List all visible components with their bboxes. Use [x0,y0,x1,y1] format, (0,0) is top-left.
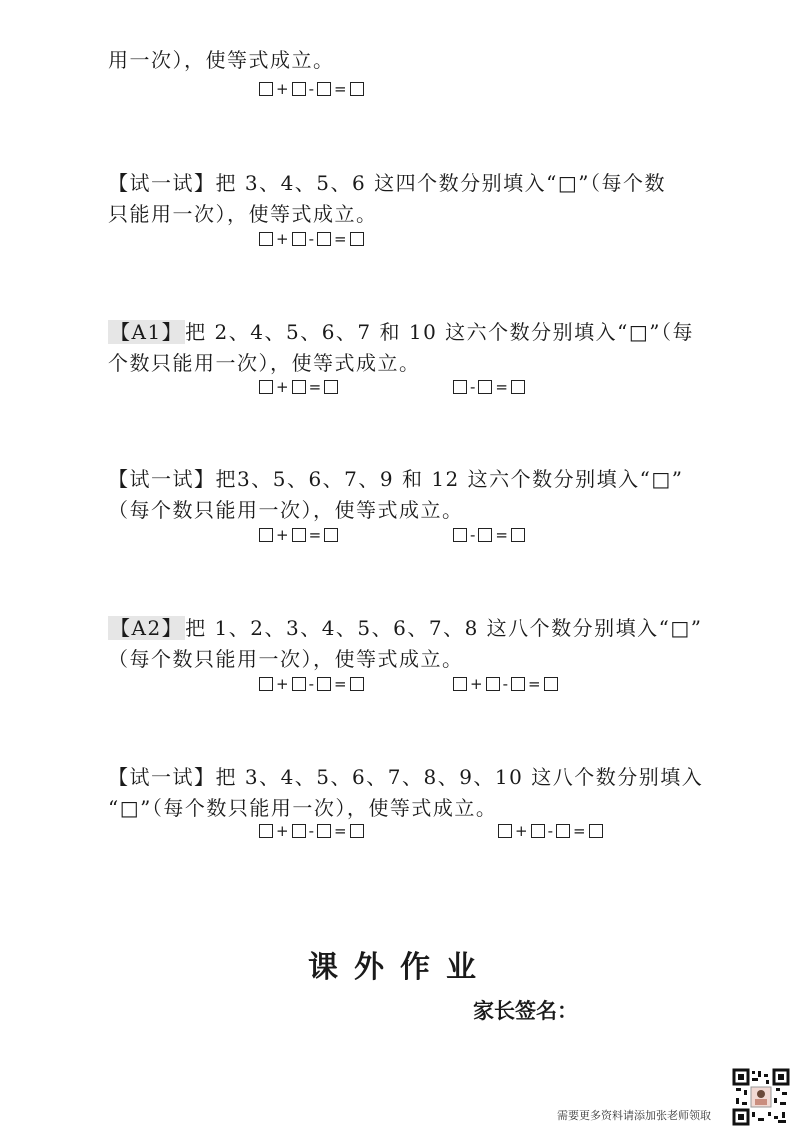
equation-blank: + - = [498,822,603,840]
problem-text: （每个数只能用一次），使等式成立。 [108,498,464,522]
answer-box[interactable] [478,528,492,542]
answer-box[interactable] [350,824,364,838]
problem-text: “□”（每个数只能用一次），使等式成立。 [108,796,498,820]
equation-blank: + = [259,526,338,544]
problem-tag: 【A1】 [110,320,184,344]
equation-blank: + - = [259,80,364,98]
answer-box[interactable] [350,677,364,691]
answer-box[interactable] [350,82,364,96]
answer-box[interactable] [292,824,306,838]
problem-tag: 【试一试】 [108,765,216,789]
answer-box[interactable] [259,677,273,691]
answer-box[interactable] [350,232,364,246]
answer-box[interactable] [259,824,273,838]
answer-box[interactable] [259,528,273,542]
equation-blank: + - = [453,675,558,693]
homework-title: 课外作业 [308,950,492,985]
answer-box[interactable] [292,528,306,542]
equation-blank: - = [453,378,525,396]
problem-text: 用一次），使等式成立。 [108,48,335,72]
equation-blank: + - = [259,230,364,248]
answer-box[interactable] [324,380,338,394]
answer-box[interactable] [453,380,467,394]
answer-box[interactable] [292,82,306,96]
answer-box[interactable] [589,824,603,838]
answer-box[interactable] [259,232,273,246]
problem-tag: 【试一试】 [108,171,216,195]
answer-box[interactable] [486,677,500,691]
answer-box[interactable] [317,677,331,691]
answer-box[interactable] [324,528,338,542]
answer-box[interactable] [292,232,306,246]
answer-box[interactable] [453,528,467,542]
equation-blank: - = [453,526,525,544]
answer-box[interactable] [511,677,525,691]
footer-note: 需要更多资料请添加张老师领取 [557,1109,711,1122]
answer-box[interactable] [317,232,331,246]
problem-tag: 【试一试】 [108,467,216,491]
problem-text: 【试一试】把3、5、6、7、9 和 12 这六个数分别填入“□” [108,467,684,491]
answer-box[interactable] [544,677,558,691]
problem-text: （每个数只能用一次），使等式成立。 [108,647,464,671]
answer-box[interactable] [511,380,525,394]
problem-text: 【试一试】把 3、4、5、6、7、8、9、10 这八个数分别填入 [108,765,704,789]
answer-box[interactable] [478,380,492,394]
answer-box[interactable] [498,824,512,838]
problem-text: 【A1】 把 2、4、5、6、7 和 10 这六个数分别填入“□”（每 [110,320,695,344]
qr-code-icon [732,1068,790,1126]
answer-box[interactable] [259,380,273,394]
problem-tag: 【A2】 [110,616,184,640]
equation-blank: + - = [259,822,364,840]
answer-box[interactable] [317,82,331,96]
answer-box[interactable] [292,677,306,691]
answer-box[interactable] [259,82,273,96]
problem-text: 个数只能用一次），使等式成立。 [108,351,421,375]
answer-box[interactable] [531,824,545,838]
problem-text: 【试一试】把 3、4、5、6 这四个数分别填入“□”（每个数 [108,171,666,195]
answer-box[interactable] [556,824,570,838]
answer-box[interactable] [292,380,306,394]
equation-blank: + - = [259,675,364,693]
answer-box[interactable] [511,528,525,542]
problem-text: 只能用一次），使等式成立。 [108,202,378,226]
answer-box[interactable] [317,824,331,838]
equation-blank: + = [259,378,338,396]
parent-signature-label: 家长签名： [473,999,578,1023]
answer-box[interactable] [453,677,467,691]
problem-text: 【A2】 把 1、2、3、4、5、6、7、8 这八个数分别填入“□” [110,616,703,640]
